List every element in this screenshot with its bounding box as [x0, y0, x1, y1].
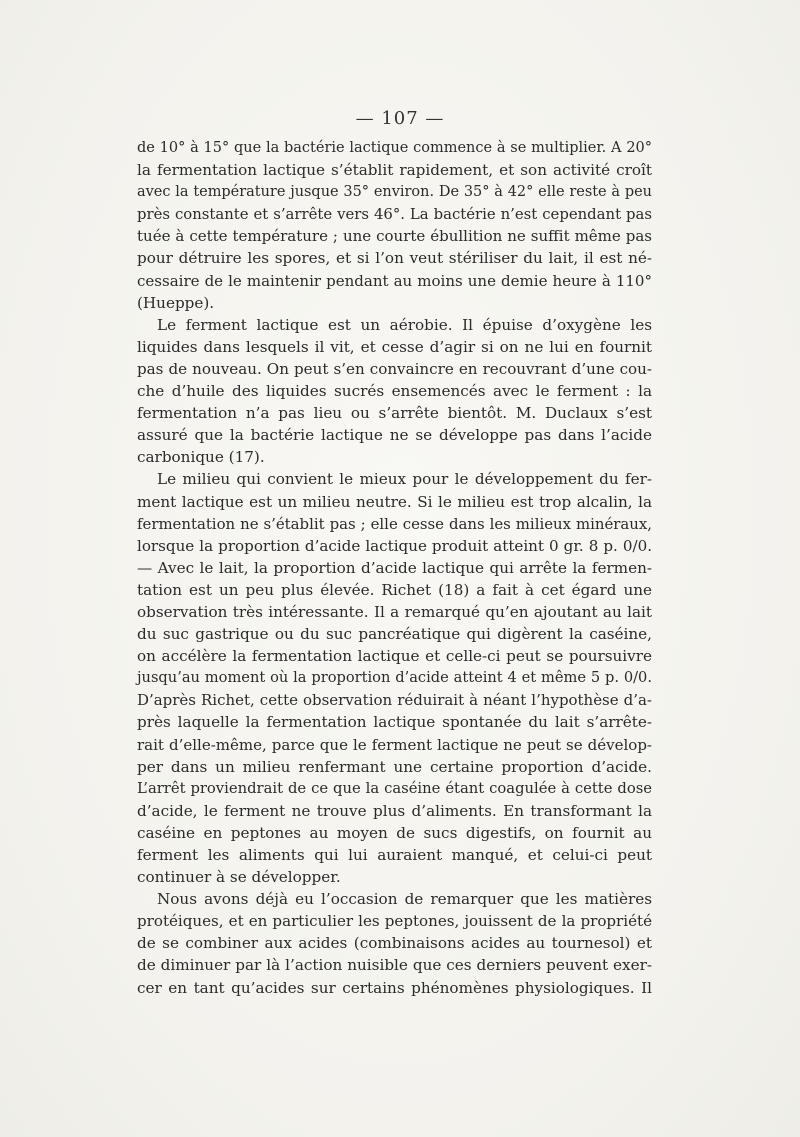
- text-line: Le milieu qui convient le mieux pour le développement du fer-: [157, 470, 652, 489]
- text-line: du suc gastrique ou du suc pancréatique qui digèrent la caséine,: [137, 625, 652, 644]
- text-line: la fermentation lactique s’établit rapidement, et son activité croît: [137, 161, 652, 180]
- text-line: che d’huile des liquides sucrés ensemencés avec le ferment : la: [137, 382, 652, 401]
- text-line: assuré que la bactérie lactique ne se développe pas dans l’acide: [137, 426, 652, 445]
- text-line: fermentation n’a pas lieu ou s’arrête bientôt. M. Duclaux s’est: [137, 404, 652, 423]
- text-line: caséine en peptones au moyen de sucs digestifs, on fournit au: [137, 823, 652, 842]
- text-line: pas de nouveau. On peut s’en convaincre en recouvrant d’une cou-: [137, 359, 652, 378]
- text-line: cer en tant qu’acides sur certains phénomènes physiologiques. Il: [137, 978, 652, 997]
- text-line: d’acide, le ferment ne trouve plus d’aliments. En transformant la: [137, 801, 652, 820]
- text-line: continuer à se développer.: [137, 868, 341, 887]
- text-line: fermentation ne s’établit pas ; elle cesse dans les milieux minéraux,: [137, 514, 652, 533]
- text-line: rait d’elle-même, parce que le ferment lactique ne peut se dévelop-: [137, 735, 652, 754]
- text-line: — Avec le lait, la proportion d’acide lactique qui arrête la fermen-: [137, 558, 652, 577]
- text-line: per dans un milieu renfermant une certaine proportion d’acide.: [137, 757, 652, 776]
- text-line: observation très intéressante. Il a remarqué qu’en ajoutant au lait: [137, 602, 652, 621]
- text-line: cessaire de le maintenir pendant au moins une demie heure à 110°: [137, 271, 652, 290]
- text-line: de se combiner aux acides (combinaisons acides au tournesol) et: [137, 934, 652, 953]
- text-line: tation est un peu plus élevée. Richet (18) a fait à cet égard une: [137, 580, 652, 599]
- text-line: liquides dans lesquels il vit, et cesse d’agir si on ne lui en fournit: [137, 337, 652, 356]
- text-line: avec la température jusque 35° environ. De 35° à 42° elle reste à peu: [137, 184, 652, 201]
- text-line: jusqu’au moment où la proportion d’acide atteint 4 et même 5 p. 0/0.: [137, 669, 652, 687]
- text-line: ment lactique est un milieu neutre. Si le milieu est trop alcalin, la: [137, 492, 652, 511]
- text-line: Nous avons déjà eu l’occasion de remarquer que les matières: [157, 890, 652, 909]
- text-line: carbonique (17).: [137, 448, 265, 467]
- text-line: près laquelle la fermentation lactique spontanée du lait s’arrête-: [137, 713, 652, 732]
- text-line: protéiques, et en particulier les peptones, jouissent de la propriété: [137, 912, 652, 931]
- text-line: de 10° à 15° que la bactérie lactique commence à se multiplier. A 20°: [137, 140, 652, 156]
- text-line: (Hueppe).: [137, 293, 215, 312]
- text-line: près constante et s’arrête vers 46°. La bactérie n’est cependant pas: [137, 205, 652, 224]
- body-text: [137, 137, 652, 999]
- text-line: D’après Richet, cette observation réduirait à néant l’hypothèse d’a-: [137, 691, 652, 710]
- text-line: L’arrêt proviendrait de ce que la caséine étant coagulée à cette dose: [137, 779, 652, 797]
- text-line: ferment les aliments qui lui auraient manqué, et celui-ci peut: [137, 846, 652, 864]
- text-line: Le ferment lactique est un aérobie. Il épuise d’oxygène les: [157, 315, 652, 334]
- text-line: pour détruire les spores, et si l’on veut stériliser du lait, il est né-: [137, 249, 652, 268]
- text-line: on accélère la fermentation lactique et celle-ci peut se poursuivre: [137, 647, 652, 666]
- page-number: — 107 —: [355, 108, 445, 129]
- text-line: de diminuer par là l’action nuisible que ces derniers peuvent exer-: [137, 956, 652, 975]
- text-line: lorsque la proportion d’acide lactique produit atteint 0 gr. 8 p. 0/0.: [137, 536, 652, 555]
- text-line: tuée à cette température ; une courte ébullition ne suffit même pas: [137, 227, 652, 246]
